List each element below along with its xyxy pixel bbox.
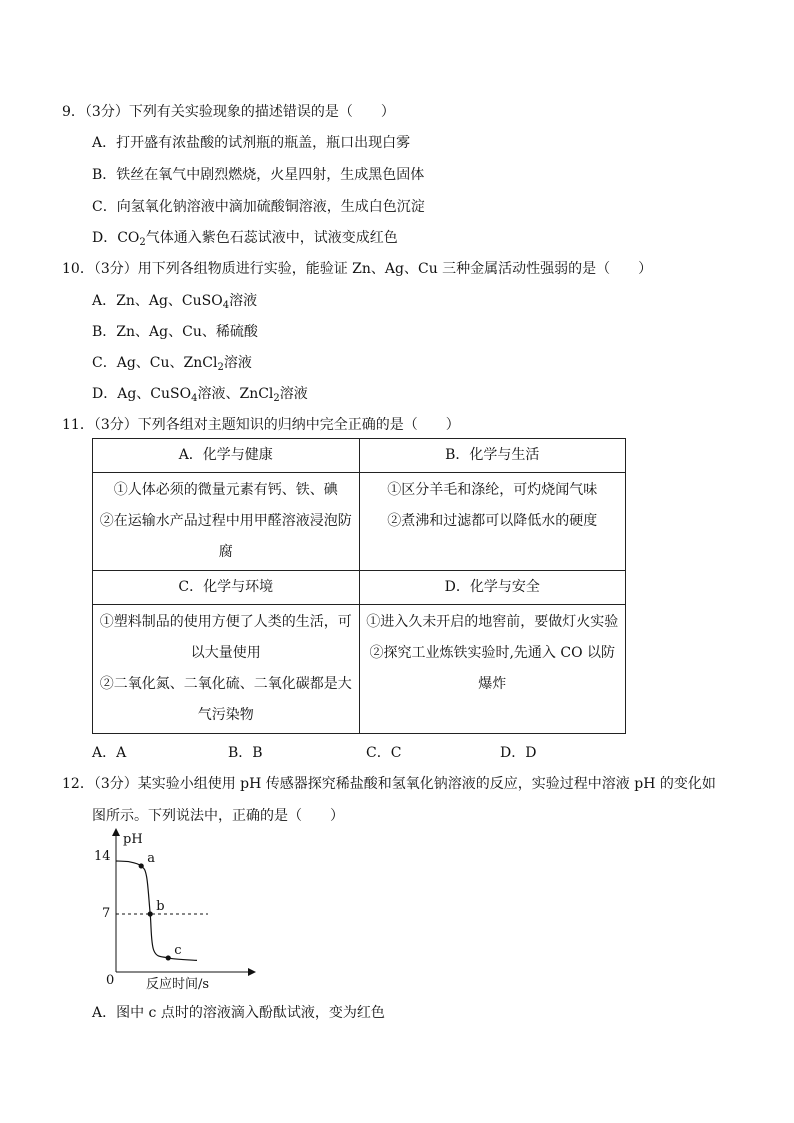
cell-c-item-2: ②二氧化氮、二氧化硫、二氧化碳都是大气污染物: [99, 676, 352, 723]
cell-a-item-2: ②在运输水产品过程中用甲醛溶液浸泡防腐: [99, 513, 352, 560]
y-tick-14: 14: [94, 849, 111, 864]
q10-d-post: 溶液: [279, 386, 308, 402]
q10-c-post: 溶液: [223, 355, 252, 371]
question-12-stem-line2: 图所示。下列说法中，正确的是（ ）: [92, 808, 344, 824]
q11-answer-c: C．C: [366, 745, 402, 761]
cell-d-item-2: ②探究工业炼铁实验时,先通入 CO 以防爆炸: [369, 645, 616, 692]
table-cell-c: [93, 605, 360, 734]
point-c: [166, 955, 171, 960]
point-b: [148, 911, 153, 916]
q10-a-pre: A．Zn、Ag、CuSO: [92, 293, 223, 309]
table-header-c: C．化学与环境: [93, 571, 360, 605]
y-axis-label: pH: [123, 832, 143, 847]
q10-d-pre: D．Ag、CuSO: [92, 386, 192, 402]
cell-c-item-1: ①塑料制品的使用方便了人类的生活，可以大量使用: [99, 614, 352, 661]
q9-option-b: B．铁丝在氧气中剧烈燃烧，火星四射，生成黑色固体: [92, 167, 425, 183]
table-header-b: B．化学与生活: [359, 439, 626, 473]
q10-option-c: [92, 352, 252, 372]
point-a: [139, 863, 144, 868]
q11-answer-d: D．D: [500, 745, 537, 761]
q10-c-sub: 2: [217, 362, 224, 373]
q9-d-sub: 2: [139, 237, 146, 248]
question-9-stem: 9．（3分）下列有关实验现象的描述错误的是（ ）: [62, 104, 395, 120]
q10-option-a: [92, 290, 257, 310]
cell-d-item-1: ①进入久未开启的地窖前，要做灯火实验: [366, 614, 619, 630]
q9-option-c: C．向氢氧化钠溶液中滴加硫酸铜溶液，生成白色沉淀: [92, 199, 425, 215]
question-10-stem: 10．（3分）用下列各组物质进行实验，能验证 Zn、Ag、Cu 三种金属活动性强弱的是（ ）: [62, 261, 653, 277]
q9-d-post: 气体通入紫色石蕊试液中，试液变成红色: [145, 230, 398, 246]
question-12-stem-line1: 12．（3分）某实验小组使用 pH 传感器探究稀盐酸和氢氧化钠溶液的反应，实验过程中溶液 pH 的变化如: [62, 776, 716, 792]
cell-b-item-2: ②煮沸和过滤都可以降低水的硬度: [387, 513, 598, 529]
q10-a-sub: 4: [222, 300, 230, 311]
point-label-a: a: [147, 850, 155, 866]
q10-d-sub1: 4: [191, 393, 198, 404]
knowledge-table: [92, 438, 626, 734]
point-label-c: c: [174, 942, 182, 958]
table-cell-b: [359, 473, 626, 571]
cell-a-item-1: ①人体必须的微量元素有钙、铁、碘: [113, 482, 338, 498]
table-cell-a: [93, 473, 360, 571]
table-header-a: A．化学与健康: [93, 439, 360, 473]
q11-answer-a: A．A: [92, 745, 127, 761]
plot-area: [116, 851, 208, 961]
q10-c-pre: C．Ag、Cu、ZnCl: [92, 355, 218, 371]
q11-answer-b: B．B: [228, 745, 263, 761]
ph-chart: [90, 826, 260, 994]
x-axis-label: 反应时间/s: [146, 977, 210, 992]
q10-d-sub2: 2: [273, 393, 280, 404]
q10-option-d: [92, 383, 308, 403]
q9-option-a: A．打开盛有浓盐酸的试剂瓶的瓶盖，瓶口出现白雾: [92, 135, 411, 151]
q9-d-pre: D．CO: [92, 230, 140, 246]
q9-option-d: [92, 227, 398, 247]
cell-b-item-1: ①区分羊毛和涤纶，可灼烧闻气味: [387, 482, 598, 498]
q10-a-post: 溶液: [229, 293, 258, 309]
y-tick-7: 7: [102, 906, 111, 921]
question-11-stem: 11．（3分）下列各组对主题知识的归纳中完全正确的是（ ）: [62, 417, 460, 433]
table-cell-d: [359, 605, 626, 734]
point-label-b: b: [156, 899, 165, 914]
y-tick-0: 0: [106, 973, 115, 988]
q10-option-b: B．Zn、Ag、Cu、稀硫酸: [92, 324, 258, 340]
q12-option-a: A．图中 c 点时的溶液滴入酚酞试液，变为红色: [92, 1005, 385, 1021]
q10-d-mid: 溶液、ZnCl: [197, 386, 274, 402]
table-header-d: D．化学与安全: [359, 571, 626, 605]
